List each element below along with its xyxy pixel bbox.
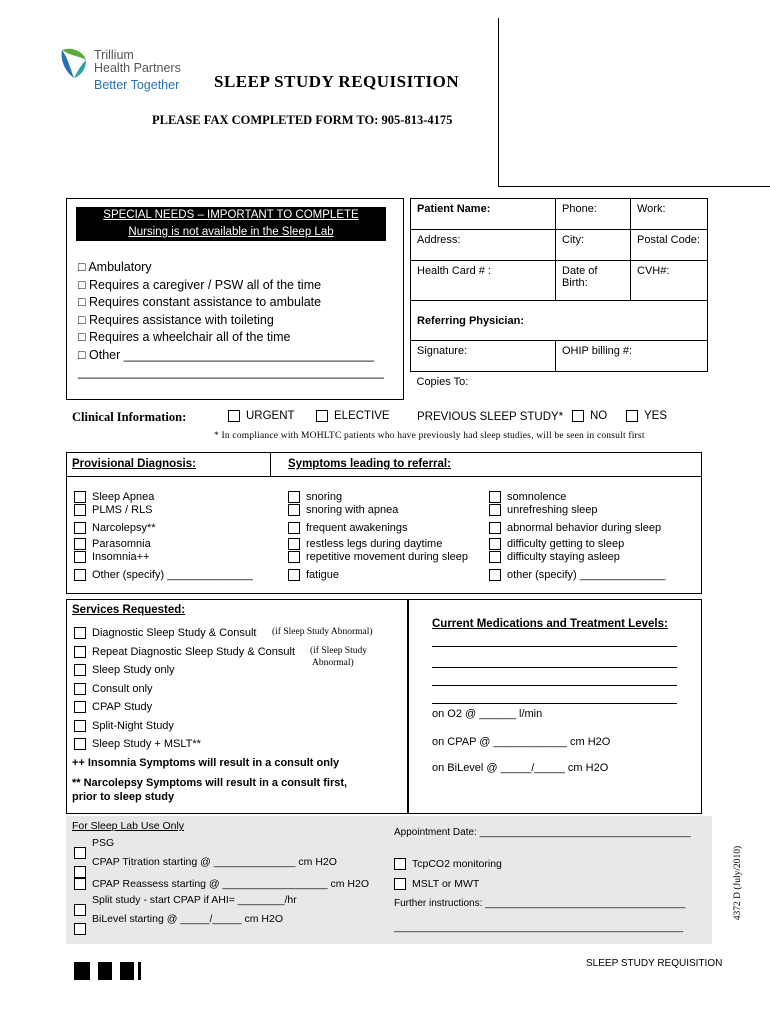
lab-tcpco2-checkbox[interactable] [394, 858, 406, 870]
lab-appointment-date[interactable]: Appointment Date: ______________________________________ [394, 827, 691, 838]
sym-difficulty-getting-checkbox[interactable] [489, 538, 501, 550]
sym-difficulty-getting[interactable]: difficulty getting to sleep [489, 538, 624, 550]
diagnosis-header-line [66, 476, 702, 477]
diag-other-checkbox[interactable] [74, 569, 86, 581]
special-needs-list [78, 259, 384, 382]
special-need-ambulatory[interactable]: □ Ambulatory [78, 260, 152, 274]
diag-other[interactable]: Other (specify) ______________ [74, 569, 253, 581]
med-bilevel[interactable]: on BiLevel @ _____/_____ cm H2O [432, 762, 609, 774]
footer-title: SLEEP STUDY REQUISITION [586, 958, 723, 969]
lab-cpap-reassess-checkbox[interactable] [74, 878, 86, 890]
previous-yes-option[interactable]: YES [626, 410, 667, 422]
service-consult-only-checkbox[interactable] [74, 683, 86, 695]
diag-parasomnia-checkbox[interactable] [74, 538, 86, 550]
phone-field[interactable]: Phone: [556, 199, 631, 230]
logo-line2: Health Partners [94, 61, 181, 75]
service-repeat[interactable]: Repeat Diagnostic Sleep Study & Consult [74, 646, 295, 658]
service-diagnostic-checkbox[interactable] [74, 627, 86, 639]
health-card-field[interactable]: Health Card # : [411, 261, 556, 301]
previous-no-checkbox[interactable] [572, 410, 584, 422]
sym-difficulty-staying-checkbox[interactable] [489, 551, 501, 563]
service-cpap[interactable]: CPAP Study [74, 701, 152, 713]
special-needs-header [76, 207, 386, 241]
service-split-checkbox[interactable] [74, 720, 86, 732]
urgent-checkbox[interactable] [228, 410, 240, 422]
special-need-wheelchair[interactable]: □ Requires a wheelchair all of the time [78, 330, 291, 344]
special-need-ambulate[interactable]: □ Requires constant assistance to ambulate [78, 295, 322, 309]
diag-plms-checkbox[interactable] [74, 504, 86, 516]
service-mslt-checkbox[interactable] [74, 738, 86, 750]
lab-further[interactable]: Further instructions: ____________________________________ [394, 898, 686, 909]
copies-to-field[interactable]: Copies To: [416, 376, 469, 388]
lab-cpap-reassess[interactable]: CPAP Reassess starting @ __________________ cm H2O [74, 878, 369, 890]
narcolepsy-note-2: prior to sleep study [72, 791, 175, 803]
sym-somnolence[interactable]: somnolence [489, 491, 566, 503]
page-title: SLEEP STUDY REQUISITION [214, 72, 460, 91]
lab-cpap-titration-checkbox[interactable] [74, 866, 86, 878]
sym-snoring[interactable]: snoring [288, 491, 342, 503]
provisional-diagnosis-title: Provisional Diagnosis: [72, 458, 196, 470]
diagnosis-divider [270, 452, 271, 476]
service-note-abnormal-2b: Abnormal) [312, 658, 354, 668]
special-needs-title: SPECIAL NEEDS – IMPORTANT TO COMPLETE [103, 209, 359, 221]
signature-field[interactable]: Signature: [411, 341, 556, 372]
mohltc-note: * In compliance with MOHLTC patients who have previously had sleep studies, will be seen in consult first [214, 431, 645, 441]
barcode [74, 962, 144, 980]
sym-snoring-apnea[interactable]: snoring with apnea [288, 504, 398, 516]
sym-snoring-checkbox[interactable] [288, 491, 300, 503]
label-area-corner-bottom [498, 186, 770, 187]
service-repeat-checkbox[interactable] [74, 646, 86, 658]
patient-name-field[interactable]: Patient Name: [411, 199, 556, 230]
fax-line: PLEASE FAX COMPLETED FORM TO: 905-813-4175 [152, 113, 453, 127]
special-needs-subtitle: Nursing is not available in the Sleep Lab [128, 226, 334, 238]
sym-other-checkbox[interactable] [489, 569, 501, 581]
med-line-3[interactable] [432, 685, 677, 686]
sym-difficulty-staying[interactable]: difficulty staying asleep [489, 551, 620, 563]
diag-sleep-apnea[interactable]: Sleep Apnea [74, 491, 154, 503]
service-mslt[interactable]: Sleep Study + MSLT** [74, 738, 201, 750]
logo-tagline: Better Together [94, 78, 180, 92]
lab-mslt[interactable]: MSLT or MWT [394, 878, 479, 890]
sym-awakenings[interactable]: frequent awakenings [288, 522, 408, 534]
previous-no-option[interactable]: NO [572, 410, 607, 422]
service-split[interactable]: Split-Night Study [74, 720, 174, 732]
sym-restless-legs-checkbox[interactable] [288, 538, 300, 550]
sym-snoring-apnea-checkbox[interactable] [288, 504, 300, 516]
lab-split[interactable]: Split study - start CPAP if AHI= ________/hr [74, 896, 297, 916]
sym-restless-legs[interactable]: restless legs during daytime [288, 538, 442, 550]
referring-physician-field[interactable]: Referring Physician: [411, 301, 708, 341]
urgent-option[interactable]: URGENT [228, 410, 295, 422]
med-cpap[interactable]: on CPAP @ ____________ cm H2O [432, 736, 611, 748]
dob-field[interactable]: Date of Birth: [556, 261, 631, 301]
insomnia-note: ++ Insomnia Symptoms will result in a consult only [72, 757, 340, 769]
previous-yes-checkbox[interactable] [626, 410, 638, 422]
trillium-logo-icon [58, 46, 90, 80]
lab-bilevel-checkbox[interactable] [74, 923, 86, 935]
ohip-field[interactable]: OHIP billing #: [556, 341, 708, 372]
sym-repetitive[interactable]: repetitive movement during sleep [288, 551, 468, 563]
sym-abnormal-behavior-checkbox[interactable] [489, 522, 501, 534]
lab-mslt-checkbox[interactable] [394, 878, 406, 890]
service-consult-only[interactable]: Consult only [74, 683, 153, 695]
sym-unrefreshing-checkbox[interactable] [489, 504, 501, 516]
lab-tcpco2[interactable]: TcpCO2 monitoring [394, 858, 502, 870]
special-need-caregiver[interactable]: □ Requires a caregiver / PSW all of the time [78, 277, 322, 292]
previous-study-label: PREVIOUS SLEEP STUDY* [417, 411, 564, 423]
service-sleep-only-checkbox[interactable] [74, 664, 86, 676]
narcolepsy-note-1: ** Narcolepsy Symptoms will result in a consult first, [72, 777, 348, 789]
special-need-other[interactable]: □ Other ____________________________________ [78, 347, 375, 362]
med-line-4[interactable] [432, 703, 677, 704]
address-field[interactable]: Address: [411, 230, 556, 261]
diag-narcolepsy[interactable]: Narcolepsy** [74, 522, 156, 534]
sym-other[interactable]: other (specify) ______________ [489, 569, 665, 581]
clinical-info-label: Clinical Information: [72, 410, 187, 424]
logo [58, 46, 198, 96]
logo-line1: Trillium [94, 48, 134, 62]
diag-insomnia[interactable]: Insomnia++ [74, 551, 149, 563]
form-code: 4372 D (July/2010) [733, 845, 743, 921]
postal-code-field[interactable]: Postal Code: [631, 230, 708, 261]
diag-insomnia-checkbox[interactable] [74, 551, 86, 563]
service-note-abnormal: (if Sleep Study Abnormal) [272, 627, 373, 637]
sym-awakenings-checkbox[interactable] [288, 522, 300, 534]
lab-further-line[interactable]: ____________________________________________________ [394, 922, 684, 933]
city-field[interactable]: City: [556, 230, 631, 261]
lab-psg[interactable]: PSG [74, 839, 114, 859]
label-area-corner [498, 18, 499, 186]
services-title: Services Requested: [72, 604, 186, 616]
lab-use-title: For Sleep Lab Use Only [72, 820, 185, 832]
sym-fatigue[interactable]: fatigue [288, 569, 339, 581]
service-note-abnormal-2a: (if Sleep Study [310, 646, 367, 656]
symptoms-title: Symptoms leading to referral: [288, 458, 451, 470]
service-cpap-checkbox[interactable] [74, 701, 86, 713]
sym-unrefreshing[interactable]: unrefreshing sleep [489, 504, 598, 516]
service-diagnostic[interactable]: Diagnostic Sleep Study & Consult [74, 627, 256, 639]
sym-fatigue-checkbox[interactable] [288, 569, 300, 581]
lab-bilevel[interactable]: BiLevel starting @ _____/_____ cm H2O [74, 915, 283, 935]
lab-cpap-titration[interactable]: CPAP Titration starting @ ______________ cm H2O [74, 858, 337, 878]
sym-somnolence-checkbox[interactable] [489, 491, 501, 503]
patient-info-table [410, 198, 708, 396]
med-o2[interactable]: on O2 @ ______ l/min [432, 708, 543, 720]
sym-abnormal-behavior[interactable]: abnormal behavior during sleep [489, 522, 661, 534]
elective-checkbox[interactable] [316, 410, 328, 422]
service-sleep-only[interactable]: Sleep Study only [74, 664, 175, 676]
diag-parasomnia[interactable]: Parasomnia [74, 538, 151, 550]
medications-box [408, 599, 702, 814]
medications-title: Current Medications and Treatment Levels: [432, 618, 668, 630]
sym-repetitive-checkbox[interactable] [288, 551, 300, 563]
diag-narcolepsy-checkbox[interactable] [74, 522, 86, 534]
med-line-1[interactable] [432, 646, 677, 647]
elective-option[interactable]: ELECTIVE [316, 410, 390, 422]
work-field[interactable]: Work: [631, 199, 708, 230]
cvh-field[interactable]: CVH#: [631, 261, 708, 301]
diag-sleep-apnea-checkbox[interactable] [74, 491, 86, 503]
med-line-2[interactable] [432, 667, 677, 668]
special-need-other-line[interactable]: ____________________________________________ [78, 365, 384, 379]
special-need-toileting[interactable]: □ Requires assistance with toileting [78, 312, 274, 327]
diag-plms[interactable]: PLMS / RLS [74, 504, 153, 516]
